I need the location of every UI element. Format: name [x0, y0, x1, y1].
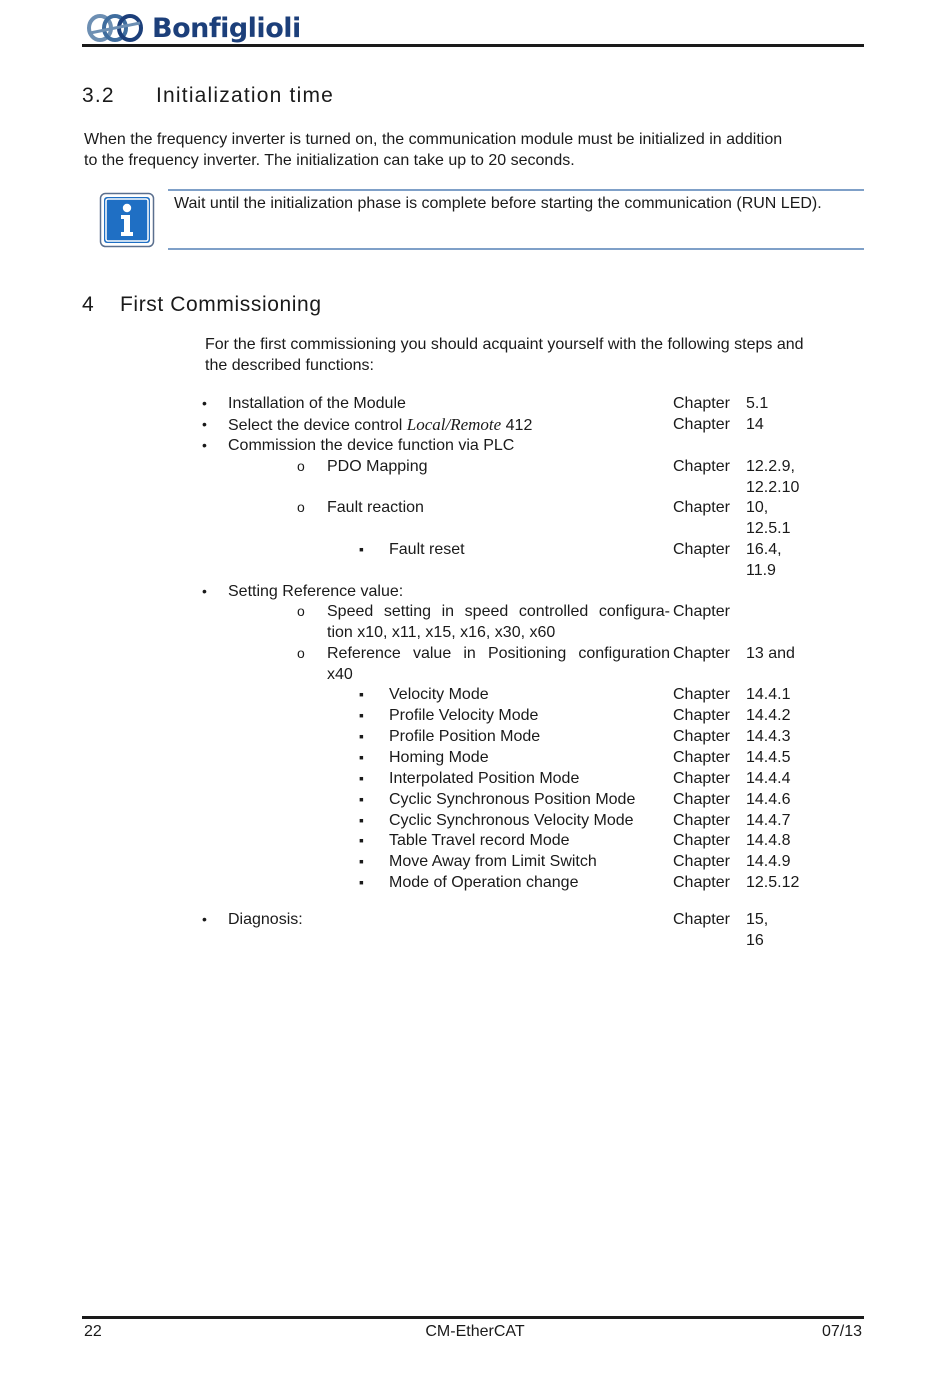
chapter-number: 12.5.12 [746, 874, 800, 891]
chapter-number: 12.2.9, [746, 458, 795, 475]
list-item-text: x40 [327, 666, 353, 683]
section-title: First Commissioning [120, 293, 322, 316]
square-marker: ▪ [359, 749, 364, 765]
paragraph-line: to the frequency inverter. The initialization can take up to 20 seconds. [84, 152, 575, 169]
list-item-text: Speed setting in speed controlled configura- [327, 603, 670, 620]
intro-line: the described functions: [205, 357, 374, 374]
chapter-number: 14.4.8 [746, 832, 791, 849]
mode-item-text: Cyclic Synchronous Velocity Mode [389, 812, 634, 829]
circle-marker: o [297, 645, 305, 661]
parameter-number: 412 [505, 417, 533, 434]
paragraph-line: When the frequency inverter is turned on, the communication module must be initialized in addition [84, 131, 783, 148]
chapter-number: 16.4, [746, 541, 782, 558]
mode-item-text: Mode of Operation change [389, 874, 579, 891]
chapter-label: Chapter [673, 416, 730, 433]
chapter-label: Chapter [673, 707, 730, 724]
square-marker: ▪ [359, 707, 364, 723]
mode-item-text: Velocity Mode [389, 686, 489, 703]
mode-item-text: Table Travel record Mode [389, 832, 570, 849]
bullet-marker: • [202, 911, 207, 927]
section-heading [82, 293, 322, 317]
footer-rule [82, 1316, 864, 1319]
note-rule-bottom [168, 248, 864, 250]
section-title: Initialization time [156, 84, 335, 107]
chapter-number: 13 and [746, 645, 795, 662]
square-marker: ▪ [359, 874, 364, 890]
mode-item-text: Interpolated Position Mode [389, 770, 580, 787]
list-item-text [228, 414, 532, 436]
bullet-marker: • [202, 437, 207, 453]
chapter-label: Chapter [673, 874, 730, 891]
chapter-number: 14.4.6 [746, 791, 791, 808]
chapter-number: 14.4.9 [746, 853, 791, 870]
chapter-number: 14.4.1 [746, 686, 791, 703]
list-item-text: PDO Mapping [327, 458, 428, 475]
chapter-label: Chapter [673, 832, 730, 849]
section-heading [82, 84, 334, 108]
info-icon [99, 192, 155, 253]
chapter-label: Chapter [673, 458, 730, 475]
square-marker: ▪ [359, 832, 364, 848]
mode-item-text: Homing Mode [389, 749, 489, 766]
chapter-number: 11.9 [746, 562, 776, 579]
chapter-number: 14.4.2 [746, 707, 791, 724]
chapter-number: 15, [746, 911, 769, 928]
square-marker: ▪ [359, 812, 364, 828]
bonfiglioli-logo-icon [86, 11, 144, 45]
mode-item-text: Profile Position Mode [389, 728, 541, 745]
chapter-number: 14.4.4 [746, 770, 791, 787]
chapter-number: 14.4.5 [746, 749, 791, 766]
item-text: Select the device control [228, 417, 403, 434]
intro-paragraph [205, 334, 860, 376]
mode-item-text: Cyclic Synchronous Position Mode [389, 791, 636, 808]
footer-product: CM-EtherCAT [425, 1323, 525, 1340]
brand-name: Bonfiglioli [152, 12, 301, 44]
bullet-marker: • [202, 416, 207, 432]
list-item-text: Installation of the Module [228, 395, 406, 412]
parameter-name: Local/Remote [406, 415, 502, 434]
list-item-text: Fault reset [389, 541, 465, 558]
section-number: 4 [82, 293, 95, 316]
chapter-label: Chapter [673, 728, 730, 745]
square-marker: ▪ [359, 728, 364, 744]
bullet-marker: • [202, 583, 207, 599]
chapter-number: 12.2.10 [746, 479, 800, 496]
footer-date: 07/13 [821, 1323, 862, 1340]
note-rule-top [168, 189, 864, 191]
chapter-label: Chapter [673, 395, 730, 412]
circle-marker: o [297, 499, 305, 515]
page-number: 22 [84, 1323, 102, 1340]
chapter-label: Chapter [673, 541, 730, 558]
square-marker: ▪ [359, 541, 364, 557]
note-text: Wait until the initialization phase is complete before starting the communication (RUN LED). [174, 195, 822, 212]
square-marker: ▪ [359, 770, 364, 786]
list-item-text: tion x10, x11, x15, x16, x30, x60 [327, 624, 556, 641]
chapter-label: Chapter [673, 603, 730, 620]
chapter-number: 10, [746, 499, 769, 516]
list-item-text: Diagnosis: [228, 911, 303, 928]
list-item-text: Reference value in Positioning configuration [327, 645, 670, 662]
chapter-label: Chapter [673, 791, 730, 808]
brand-logo [86, 8, 301, 48]
chapter-label: Chapter [673, 812, 730, 829]
list-item-text: Setting Reference value: [228, 583, 404, 600]
chapter-label: Chapter [673, 499, 730, 516]
chapter-number: 14 [746, 416, 764, 433]
circle-marker: o [297, 458, 305, 474]
chapter-label: Chapter [673, 645, 730, 662]
chapter-number: 14.4.7 [746, 812, 791, 829]
list-item-text: Fault reaction [327, 499, 424, 516]
chapter-label: Chapter [673, 770, 730, 787]
mode-item-text: Move Away from Limit Switch [389, 853, 597, 870]
header-rule [82, 44, 864, 47]
square-marker: ▪ [359, 686, 364, 702]
chapter-number: 5.1 [746, 395, 769, 412]
chapter-number: 14.4.3 [746, 728, 791, 745]
chapter-label: Chapter [673, 911, 730, 928]
square-marker: ▪ [359, 791, 364, 807]
chapter-label: Chapter [673, 749, 730, 766]
square-marker: ▪ [359, 853, 364, 869]
list-item-text: Commission the device function via PLC [228, 437, 515, 454]
bullet-marker: • [202, 395, 207, 411]
chapter-number: 16 [746, 932, 764, 949]
chapter-label: Chapter [673, 853, 730, 870]
mode-item-text: Profile Velocity Mode [389, 707, 539, 724]
intro-line: For the first commissioning you should acquaint yourself with the following steps and [205, 336, 804, 353]
section-number: 3.2 [82, 84, 115, 107]
chapter-number: 12.5.1 [746, 520, 791, 537]
circle-marker: o [297, 603, 305, 619]
chapter-label: Chapter [673, 686, 730, 703]
